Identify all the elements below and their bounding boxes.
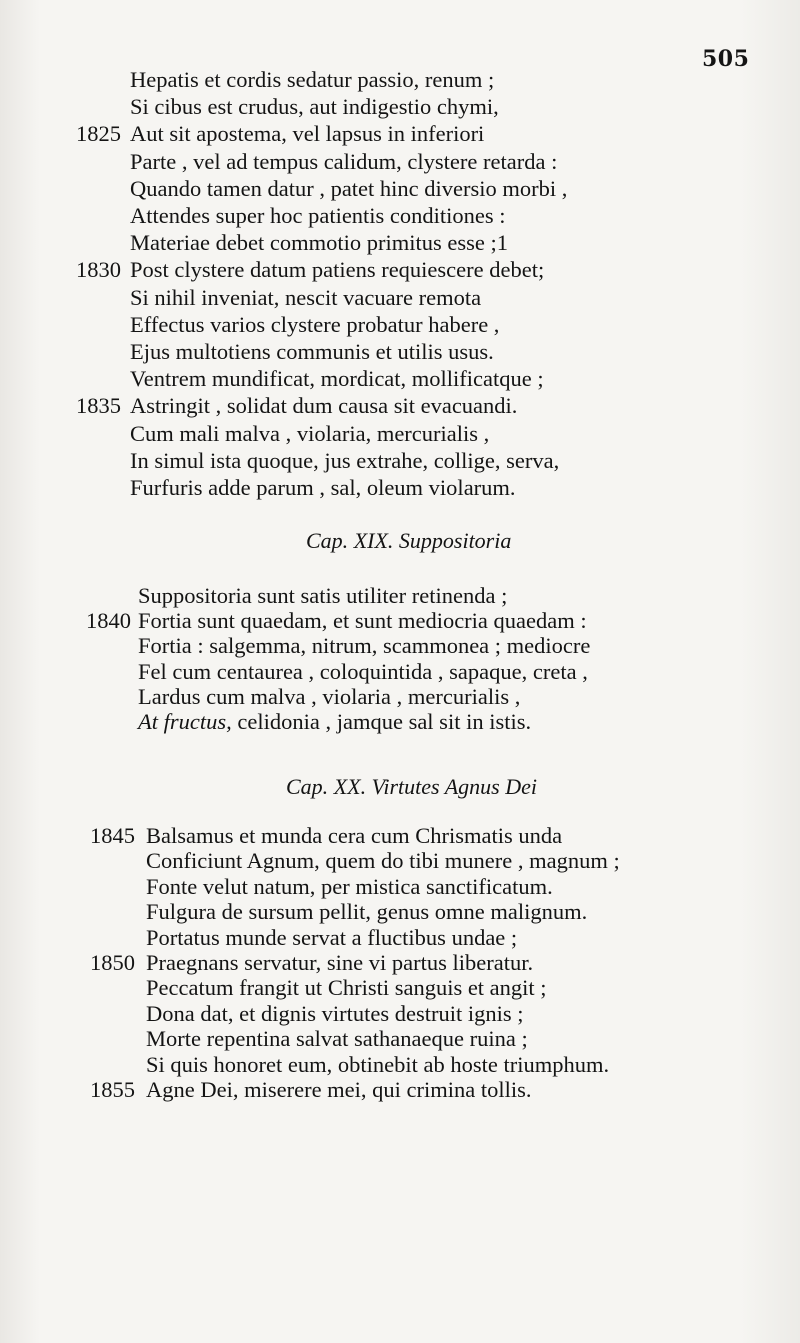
verse-line: Si quis honoret eum, obtinebit ab hoste triumphum. (146, 1051, 610, 1077)
verse-line: Cum mali malva , violaria, mercurialis , (130, 420, 490, 446)
verse-line: Fonte velut natum, per mistica sanctificatum. (146, 873, 553, 899)
verse-line: Furfuris adde parum , sal, oleum violarum. (130, 475, 516, 500)
verse-line: Si cibus est crudus, aut indigestio chymi, (130, 94, 499, 120)
verse-line: Agne Dei, miserere mei, qui crimina tollis. (146, 1077, 532, 1102)
line-number: 1840 (86, 608, 131, 634)
verse-line (138, 710, 531, 734)
verse-line: Lardus cum malva , violaria , mercurialis , (138, 683, 521, 709)
verse-line: Astringit , solidat dum causa sit evacuandi. (130, 393, 518, 419)
verse-line: Fortia : salgemma, nitrum, scammonea ; mediocre (138, 633, 591, 659)
verse-line: Ejus multotiens communis et utilis usus. (130, 339, 494, 364)
chapter-heading-20 (286, 774, 537, 800)
line-number: 1830 (76, 257, 121, 283)
verse-line: Morte repentina salvat sathanaeque ruina ; (146, 1026, 528, 1052)
verse-line: Peccatum frangit ut Christi sanguis et angit ; (146, 975, 547, 1001)
verse-line: Aut sit apostema, vel lapsus in inferiori (130, 121, 485, 147)
line-number: 1845 (90, 823, 135, 848)
verse-line: Portatus munde servat a fluctibus undae ; (146, 924, 518, 950)
chapter-title: XX. Virtutes Agnus Dei (333, 774, 537, 799)
verse-line: Materiae debet commotio primitus esse ;1 (130, 230, 509, 256)
line-number: 1850 (90, 950, 135, 975)
show-through-texture (40, 1160, 740, 1310)
verse-line: Fulgura de sursum pellit, genus omne malignum. (146, 899, 588, 925)
verse-line: Fel cum centaurea , coloquintida , sapaque, creta , (138, 658, 588, 684)
chapter-label: Cap. (306, 528, 349, 553)
verse-line: Conficiunt Agnum, quem do tibi munere , magnum ; (146, 848, 620, 874)
verse-line: Post clystere datum patiens requiescere debet; (130, 257, 545, 283)
chapter-title: XIX. Suppositoria (353, 528, 512, 553)
line-number: 1855 (90, 1077, 135, 1102)
verse-line: Dona dat, et dignis virtutes destruit ignis ; (146, 1000, 524, 1026)
verse-line: Fortia sunt quaedam, et sunt mediocria quaedam : (138, 608, 587, 634)
verse-line: In simul ista quoque, jus extrahe, collige, serva, (130, 447, 560, 473)
verse-text: celidonia , jamque sal sit in istis. (231, 709, 532, 734)
verse-line: Praegnans servatur, sine vi partus liberatur. (146, 950, 534, 975)
page-number: 505 (702, 46, 750, 72)
verse-line: Quando tamen datur , patet hinc diversio morbi , (130, 175, 568, 201)
chapter-heading-19 (306, 528, 511, 554)
chapter-label: Cap. (286, 774, 329, 799)
verse-line: Si nihil inveniat, nescit vacuare remota (130, 284, 482, 310)
verse-line: Parte , vel ad tempus calidum, clystere retarda : (130, 148, 558, 174)
line-number: 1825 (76, 121, 121, 147)
verse-line: Suppositoria sunt satis utiliter retinenda ; (138, 583, 508, 608)
line-number: 1835 (76, 393, 121, 419)
verse-line: Attendes super hoc patientis conditiones : (130, 203, 506, 228)
verse-line: Hepatis et cordis sedatur passio, renum ; (130, 67, 495, 92)
verse-line: Effectus varios clystere probatur habere , (130, 311, 500, 337)
verse-line: Ventrem mundificat, mordicat, mollificatque ; (130, 366, 544, 392)
verse-line: Balsamus et munda cera cum Chrismatis unda (146, 823, 563, 848)
italic-phrase: At fructus, (138, 709, 232, 734)
